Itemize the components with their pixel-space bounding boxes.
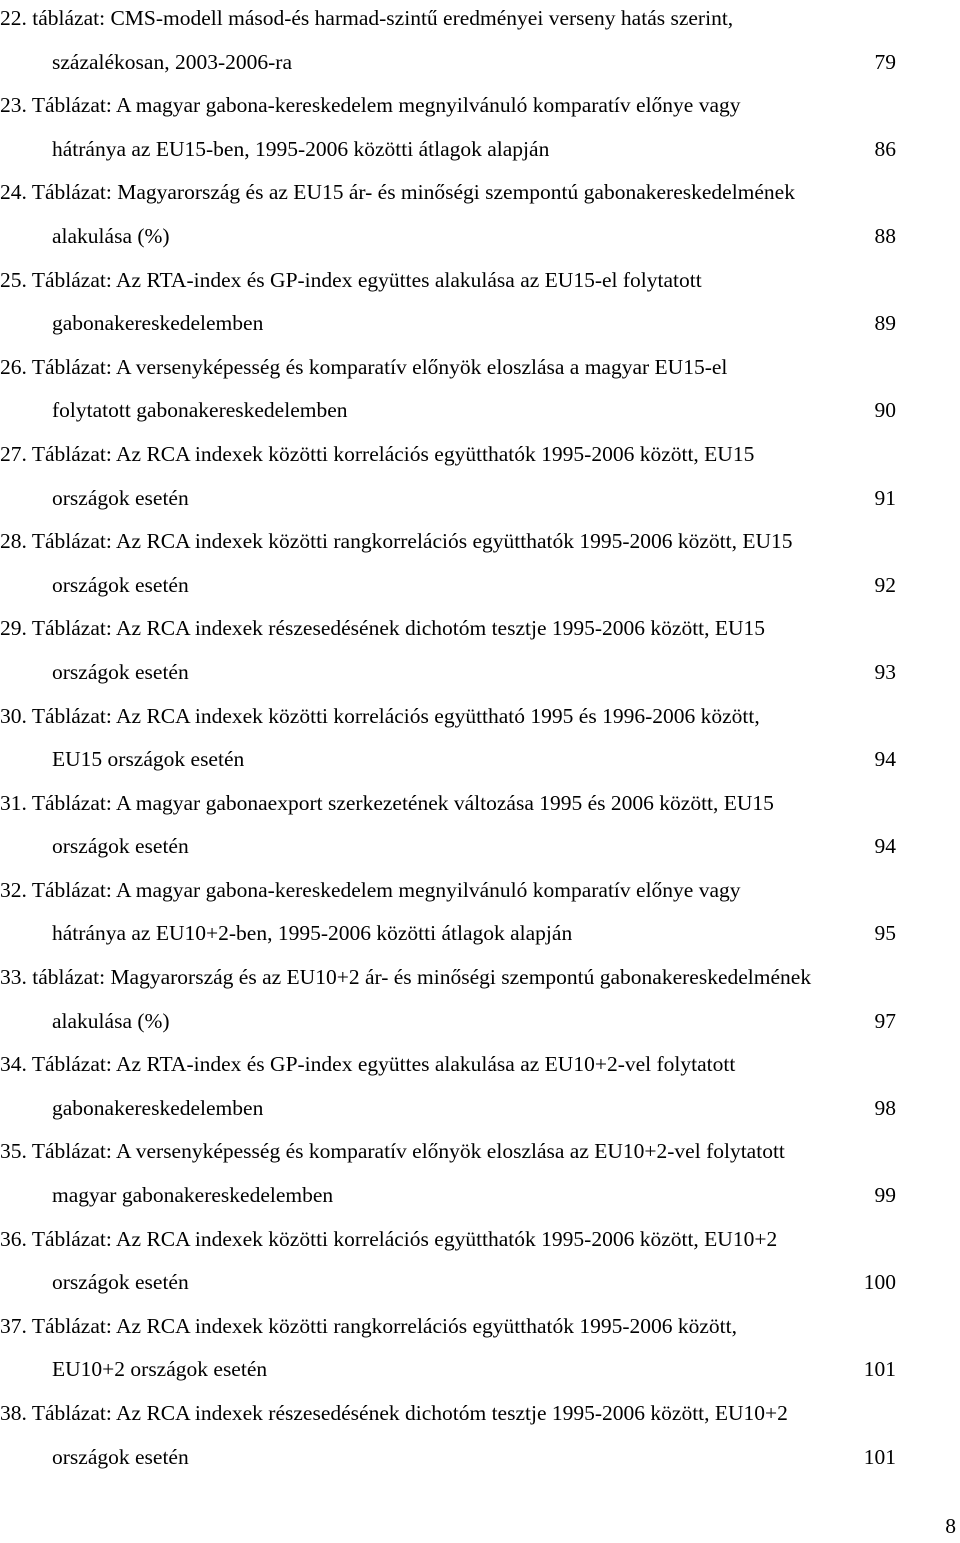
toc-entry-title-line1: 22. táblázat: CMS-modell másod-és harmad-szintű eredményei verseny hatás szerint, [0,6,734,30]
toc-entry-page-number: 93 [874,659,896,684]
toc-entry-page-number: 79 [874,49,896,74]
toc-entry-title-line2: országok esetén [52,659,189,684]
toc-entry-title-line1: 35. Táblázat: A versenyképesség és komparatív előnyök eloszlása az EU10+2-vel folytatott [0,1139,785,1164]
toc-entry-title-line2: gabonakereskedelemben [52,1095,264,1120]
toc-entry [0,260,960,347]
toc-entry [0,870,960,957]
toc-entry [0,1044,960,1131]
toc-entry [0,347,960,434]
toc-entry [0,608,960,695]
toc-entry [0,0,960,85]
toc-entry-title-line1: 24. Táblázat: Magyarország és az EU15 ár- és minőségi szempontú gabonakereskedelmének [0,180,795,205]
toc-entry-title-line1: 26. Táblázat: A versenyképesség és komparatív előnyök eloszlása a magyar EU15-el [0,354,728,379]
toc-entry [0,1393,960,1480]
toc-entry-page-number: 101 [863,1444,896,1469]
toc-entry-page-number: 95 [874,921,896,946]
toc-entry-page-number: 101 [863,1357,896,1382]
toc-entry-title-line1: 25. Táblázat: Az RTA-index és GP-index együttes alakulása az EU15-el folytatott [0,267,702,292]
toc-entry-title-line1: 29. Táblázat: Az RCA indexek részesedésének dichotóm tesztje 1995-2006 között, EU15 [0,616,766,641]
toc-entry-title-line1: 32. Táblázat: A magyar gabona-kereskedelem megnyilvánuló komparatív előnye vagy [0,877,741,902]
toc-entry-title-line2: hátránya az EU15-ben, 1995-2006 közötti átlagok alapján [52,136,550,161]
toc-entry-title-line1: 30. Táblázat: Az RCA indexek közötti korrelációs együttható 1995 és 1996-2006 között, [0,703,760,728]
toc-entry-title-line1: 23. Táblázat: A magyar gabona-kereskedelem megnyilvánuló komparatív előnye vagy [0,93,741,118]
toc-entry [0,172,960,259]
toc-entry [0,434,960,521]
toc-entry-title-line2: EU10+2 országok esetén [52,1357,268,1382]
toc-entry-page-number: 98 [874,1095,896,1120]
toc-entry [0,783,960,870]
toc-entry [0,1131,960,1218]
toc-entry [0,696,960,783]
toc-entry-title-line2: országok esetén [52,1270,189,1295]
toc-entry [0,521,960,608]
toc-entry-page-number: 91 [874,485,896,510]
toc-entry-title-line2: országok esetén [52,1444,189,1469]
toc-entry-page-number: 90 [874,398,896,423]
toc-entry-title-line2: országok esetén [52,834,189,859]
toc-entry-title-line1: 28. Táblázat: Az RCA indexek közötti rangkorrelációs együtthatók 1995-2006 között, EU15 [0,529,793,554]
toc-entry-title-line2: gabonakereskedelemben [52,311,264,336]
toc-entry-title-line1: 38. Táblázat: Az RCA indexek részesedésének dichotóm tesztje 1995-2006 között, EU10+2 [0,1401,788,1425]
toc-entry [0,1306,960,1393]
toc-entry-page-number: 99 [874,1183,896,1208]
toc-entry-title-line1: 31. Táblázat: A magyar gabonaexport szerkezetének változása 1995 és 2006 között, EU15 [0,790,774,815]
toc-entry-page-number: 88 [874,223,896,248]
toc-entry-title-line1: 33. táblázat: Magyarország és az EU10+2 ár- és minőségi szempontú gabonakereskedelmének [0,965,812,990]
toc-entry-title-line1: 37. Táblázat: Az RCA indexek közötti rangkorrelációs együtthatók 1995-2006 között, [0,1313,738,1338]
toc-entry-page-number: 86 [874,136,896,161]
page-number: 8 [945,1514,956,1538]
toc-entry-page-number: 89 [874,311,896,336]
toc-entry-title-line2: hátránya az EU10+2-ben, 1995-2006 közötti átlagok alapján [52,921,573,946]
toc-entry-title-line2: országok esetén [52,572,189,597]
toc-entry-title-line2: alakulása (%) [52,223,170,248]
toc-entry-page-number: 94 [874,834,896,859]
toc-entry-title-line1: 27. Táblázat: Az RCA indexek közötti korrelációs együtthatók 1995-2006 között, EU15 [0,441,755,466]
toc-entry-title-line1: 34. Táblázat: Az RTA-index és GP-index együttes alakulása az EU10+2-vel folytatott [0,1052,736,1077]
toc-entry-page-number: 97 [874,1008,896,1033]
toc-entry-title-line2: folytatott gabonakereskedelemben [52,398,348,423]
toc-entry-title-line2: magyar gabonakereskedelemben [52,1183,334,1208]
toc-entry-title-line1: 36. Táblázat: Az RCA indexek közötti korrelációs együtthatók 1995-2006 között, EU10+2 [0,1226,778,1251]
toc-entry-title-line2: EU15 országok esetén [52,747,245,772]
toc-entry-title-line2: százalékosan, 2003-2006-ra [52,49,292,74]
toc-entry-page-number: 100 [863,1270,896,1295]
toc-entry-title-line2: országok esetén [52,485,189,510]
toc-entry-page-number: 92 [874,572,896,597]
toc-entry [0,957,960,1044]
toc-entry [0,85,960,172]
toc-entry-title-line2: alakulása (%) [52,1008,170,1033]
toc-entry [0,1219,960,1306]
toc-entry-page-number: 94 [874,747,896,772]
